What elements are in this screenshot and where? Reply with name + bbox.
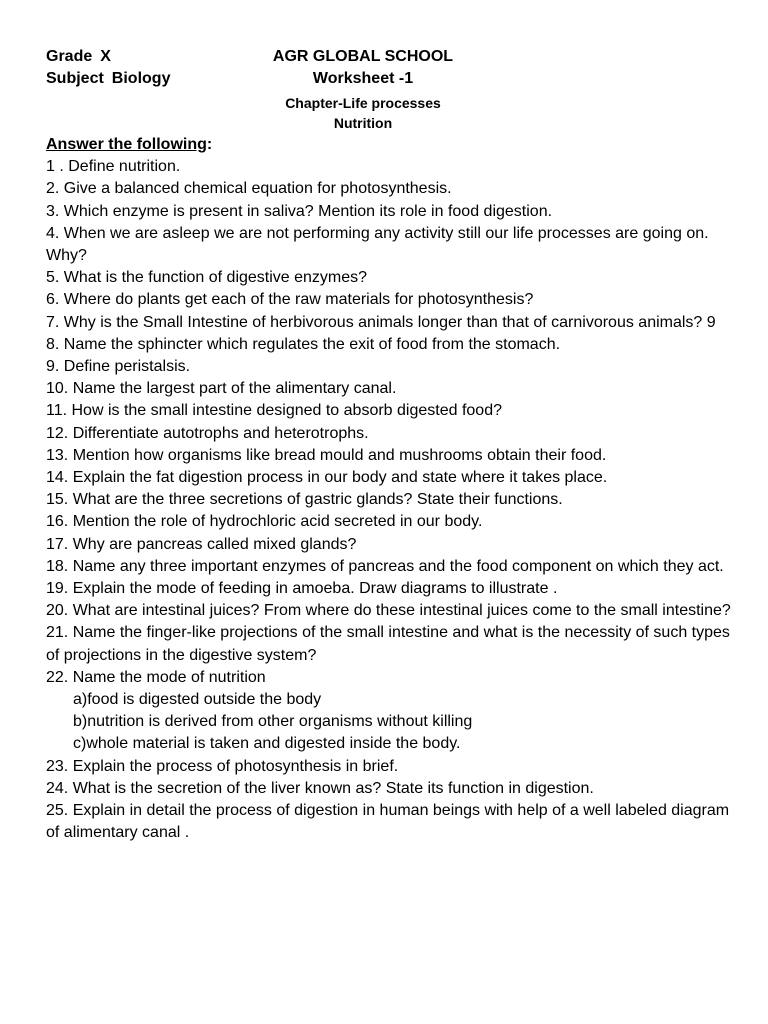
question-item: 20. What are intestinal juices? From where do these intestinal juices come to the small intestine? <box>46 602 731 620</box>
question-22-option-c: c)whole material is taken and digested inside the body. <box>73 735 461 753</box>
question-item: 8. Name the sphincter which regulates the exit of food from the stomach. <box>46 335 561 353</box>
subject-label: Subject <box>46 70 104 87</box>
grade-label: Grade <box>46 48 93 65</box>
instruction-colon: : <box>206 136 213 153</box>
question-item: 14. Explain the fat digestion process in our body and state where it takes place. <box>46 469 608 487</box>
chapter-title: Chapter-Life processes <box>285 95 441 111</box>
question-item: 19. Explain the mode of feeding in amoeba. Draw diagrams to illustrate . <box>46 580 558 598</box>
question-item: 3. Which enzyme is present in saliva? Mention its role in food digestion. <box>46 202 553 220</box>
question-list <box>46 134 736 845</box>
question-item: 24. What is the secretion of the liver known as? State its function in digestion. <box>46 779 594 797</box>
question-item: 15. What are the three secretions of gastric glands? State their functions. <box>46 491 563 509</box>
question-22-option-b: b)nutrition is derived from other organisms without killing <box>73 713 473 731</box>
topic-title: Nutrition <box>333 115 393 131</box>
question-item: 23. Explain the process of photosynthesis in brief. <box>46 757 399 775</box>
subject-value: Biology <box>111 70 171 87</box>
grade-value: X <box>100 48 111 65</box>
question-item: 25. Explain in detail the process of digestion in human beings with help of a well labeled diagram of alimentary canal . <box>46 802 730 842</box>
school-name: AGR GLOBAL SCHOOL <box>272 48 454 65</box>
question-item: 7. Why is the Small Intestine of herbivorous animals longer than that of carnivorous animals? 9 <box>46 313 716 331</box>
question-item: 6. Where do plants get each of the raw materials for photosynthesis? <box>46 291 534 309</box>
question-item: 10. Name the largest part of the alimentary canal. <box>46 380 397 398</box>
question-item: 5. What is the function of digestive enzymes? <box>46 269 368 287</box>
question-item: 13. Mention how organisms like bread mould and mushrooms obtain their food. <box>46 446 607 464</box>
question-item: 16. Mention the role of hydrochloric acid secreted in our body. <box>46 513 483 531</box>
question-item: 9. Define peristalsis. <box>46 358 191 376</box>
question-item: 2. Give a balanced chemical equation for photosynthesis. <box>46 180 452 198</box>
question-item: 21. Name the finger-like projections of the small intestine and what is the necessity of such types of projections in the digestive system? <box>46 624 730 664</box>
instruction-heading <box>46 134 736 156</box>
instruction-text: Answer the following <box>46 136 207 153</box>
question-item: 1 . Define nutrition. <box>46 158 181 176</box>
question-item: 22. Name the mode of nutrition <box>46 668 266 686</box>
question-item: 18. Name any three important enzymes of pancreas and the food component on which they act. <box>46 557 724 575</box>
question-item: 4. When we are asleep we are not performing any activity still our life processes are going on. Why? <box>46 224 709 265</box>
question-22-option-a: a)food is digested outside the body <box>73 691 322 709</box>
question-item: 17. Why are pancreas called mixed glands? <box>46 535 357 553</box>
question-item: 11. How is the small intestine designed to absorb digested food? <box>46 402 502 420</box>
grade-line <box>46 47 111 67</box>
worksheet-title: Worksheet -1 <box>312 70 414 87</box>
question-item: 12. Differentiate autotrophs and heterotrophs. <box>46 424 369 442</box>
subject-line <box>46 69 170 89</box>
